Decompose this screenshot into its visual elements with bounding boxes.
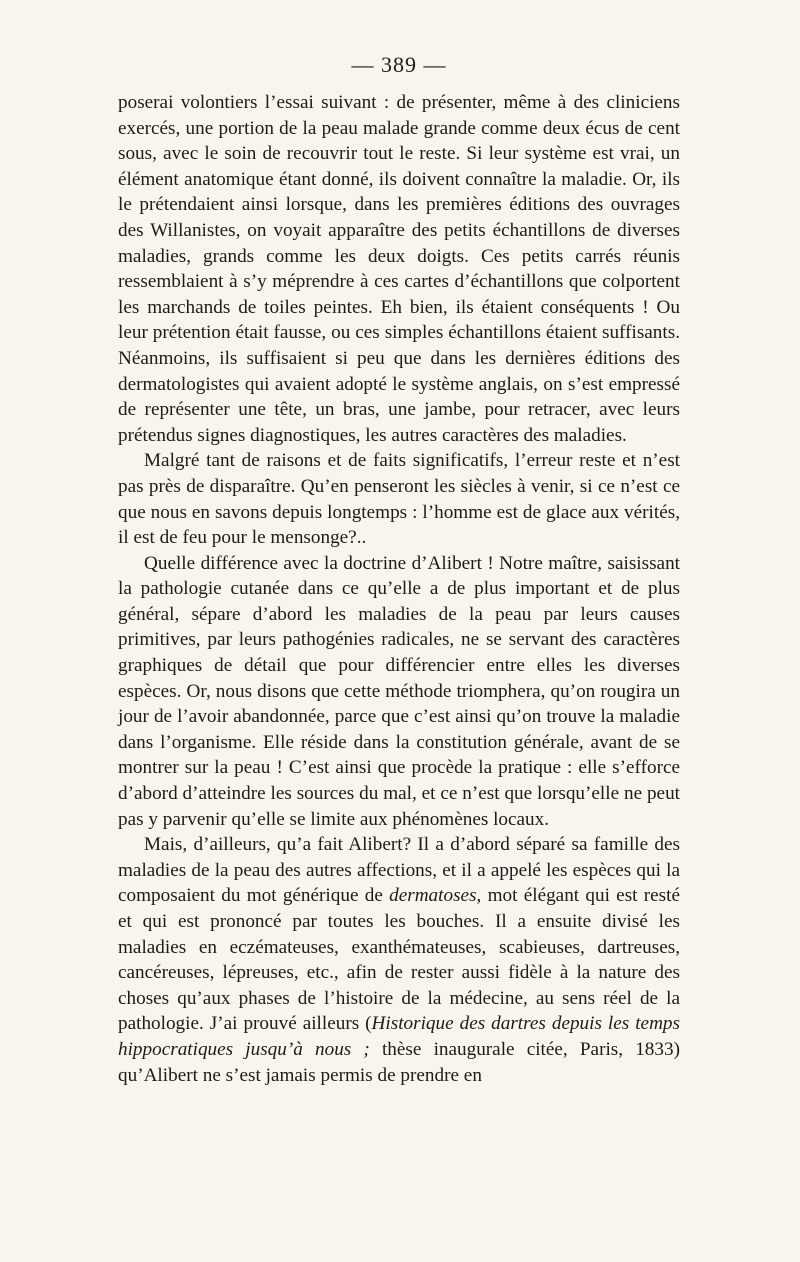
paragraph-text: thèse inaugurale citée, Paris, 1833) qu’Alibert ne s’est jamais permis de prendre en bbox=[118, 1038, 680, 1086]
paragraph-2 bbox=[118, 448, 680, 550]
paragraph-text: Malgré tant de raisons et de faits significatifs, l’erreur reste et n’est pas près de disparaître. Qu’en penseront les siècles à venir, si ce n’est ce que nous en savons depuis longtemps : l’homme est de glace aux vérités, il est de feu pour le mensonge?.. bbox=[118, 450, 680, 549]
paragraph-text: poserai volontiers l’essai suivant : de présenter, même à des cliniciens exercés, une portion de la peau malade grande comme deux écus de cent sous, avec le soin de recouvrir tout le reste. Si leur système est vrai, un élément anatomique étant donné, ils doivent connaître la maladie. Or, ils le prétendaient ainsi lorsque, dans les premières éditions des ouvrages des Willanistes, on voyait apparaître des petits échantillons de diverses maladies, grands comme les deux doigts. Ces petits carrés réunis ressemblaient à s’y méprendre à ces cartes d’échantillons que colportent les marchands de toiles peintes. Eh bien, ils étaient conséquents ! Ou leur prétention était fausse, ou ces simples échantillons étaient suffisants. Néanmoins, ils suffisaient si peu que dans les dernières éditions des dermatologistes qui avaient adopté le système anglais, on s’est empressé de représenter une tête, un bras, une jambe, pour retracer, avec leurs prétendus signes diagnostiques, les autres caractères des maladies. bbox=[118, 92, 680, 446]
page-number: — 389 — bbox=[351, 52, 447, 77]
italic-text: Historique des dartres depuis les temps hippocratiques jusqu’à nous ; bbox=[118, 1013, 680, 1060]
italic-text: dermatoses bbox=[389, 885, 477, 907]
body-text bbox=[118, 90, 680, 1088]
paragraph-text: Quelle différence avec la doctrine d’Alibert ! Notre maître, saisissant la pathologie cutanée dans ce qu’elle a de plus important et de plus général, sépare d’abord les maladies de la peau par leurs causes primitives, par leurs pathogénies radicales, ne se servant des caractères graphiques de détail que pour différencier entre elles les diverses espèces. Or, nous disons que cette méthode triomphera, qu’on rougira un jour de l’avoir abandonnée, parce que c’est ainsi qu’on trouve la maladie dans l’organisme. Elle réside dans la constitution générale, avant de se montrer sur la peau ! C’est ainsi que procède la pratique : elle s’efforce d’abord d’atteindre les sources du mal, et ce n’est que lorsqu’elle ne peut pas y parvenir qu’elle se limite aux phénomènes locaux. bbox=[118, 552, 680, 830]
paragraph-1 bbox=[118, 90, 680, 448]
paragraph-text: , mot élégant qui est resté et qui est prononcé par toutes les bouches. Il a ensuite divisé les maladies en eczémateuses, exanthémateuses, scabieuses, dartreuses, cancéreuses, lépreuses, etc., afin de rester aussi fidèle à la nature des choses qu’aux phases de l’histoire de la médecine, au sens réel de la pathologie. J’ai prouvé ailleurs ( bbox=[118, 885, 680, 1035]
paragraph-4 bbox=[118, 832, 680, 1088]
paragraph-3 bbox=[118, 551, 680, 833]
paragraph-text: Mais, d’ailleurs, qu’a fait Alibert? Il a d’abord séparé sa famille des maladies de la peau des autres affections, et il a appelé les espèces qui la composaient du mot générique de bbox=[118, 834, 680, 907]
